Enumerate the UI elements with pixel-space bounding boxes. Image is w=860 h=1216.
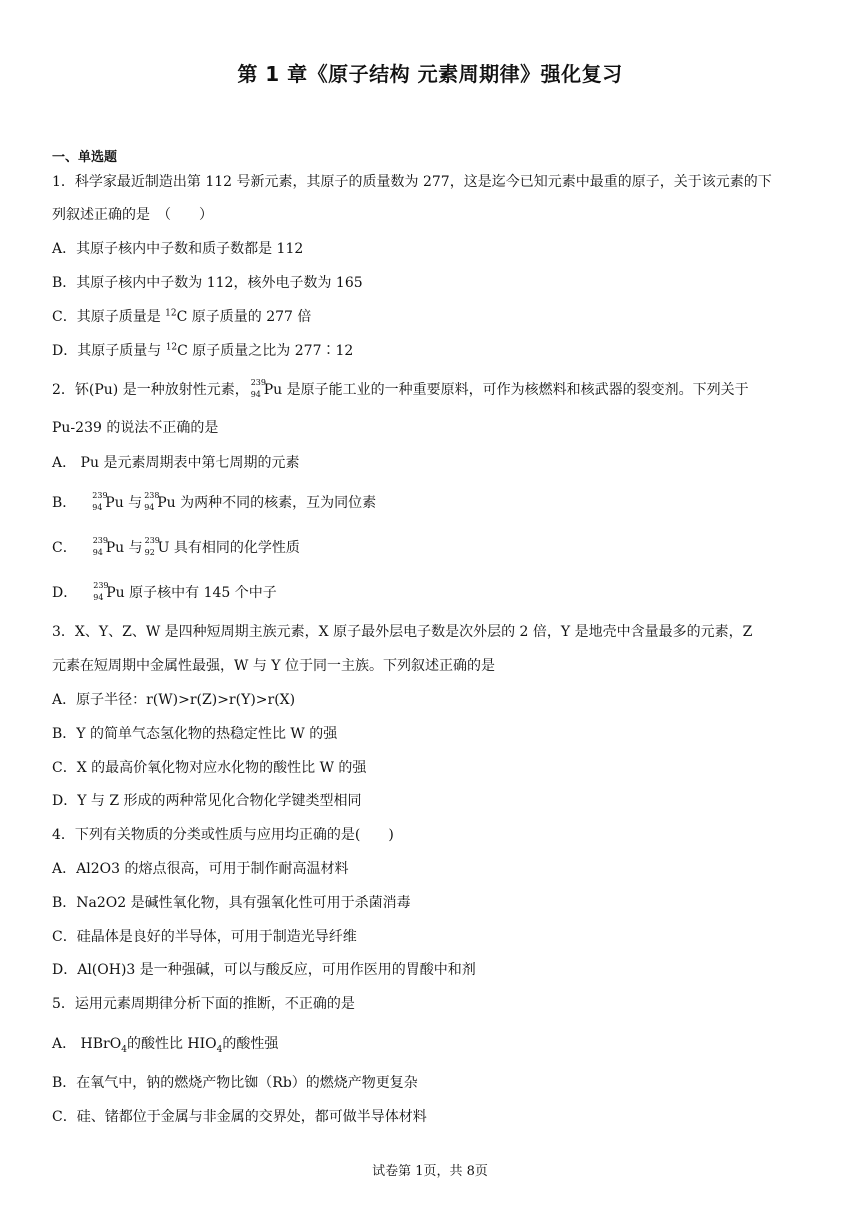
q1-option-c-text-2: C 原子质量的 277 倍: [176, 309, 312, 325]
mass-number: 239: [92, 491, 108, 500]
mass-number: 239: [93, 581, 109, 590]
section-heading: 一、单选题: [52, 150, 118, 165]
q1-option-c-superscript: 12: [165, 308, 177, 319]
atomic-number: 92: [144, 548, 155, 557]
atomic-number: 94: [144, 503, 155, 512]
q1-option-d-superscript: 12: [165, 342, 178, 353]
q3-stem-line-1: 3．X、Y、Z、W 是四种短周期主族元素，X 原子最外层电子数是次外层的 2 倍，Y 是地壳中含量最多的元素，Z: [52, 624, 753, 640]
isotope-notation: [249, 380, 264, 400]
mass-number: 239: [92, 536, 108, 545]
q1-stem-line-2: 列叙述正确的是 （ ）: [52, 207, 213, 223]
q1-option-c: [52, 307, 311, 327]
q4-option-b: B．Na2O2 是碱性氧化物，具有强氧化性可用于杀菌消毒: [52, 895, 411, 911]
q2-option-b-text-1: Pu 与: [105, 495, 143, 511]
isotope-notation: [90, 491, 108, 513]
q1-option-a: A．其原子核内中子数和质子数都是 112: [52, 241, 304, 257]
q4-option-d: D．Al(OH)3 是一种强碱，可以与酸反应，可用作医用的胃酸中和剂: [52, 962, 476, 978]
q2-option-a: A． Pu 是元素周期表中第七周期的元素: [52, 455, 300, 471]
atomic-number: 94: [92, 503, 103, 512]
q4-stem: 4．下列有关物质的分类或性质与应用均正确的是( ): [52, 827, 394, 843]
atomic-number: 94: [250, 390, 261, 399]
q3-option-a: A．原子半径：r(W)>r(Z)>r(Y)>r(X): [52, 692, 296, 708]
mass-number: 238: [144, 491, 160, 500]
q5-option-a-subscript-1: 4: [121, 1044, 127, 1055]
q3-stem-line-2: 元素在短周期中金属性最强，W 与 Y 位于同一主族。下列叙述正确的是: [52, 658, 495, 674]
mass-number: 239: [250, 378, 266, 387]
page-title: 第 1 章《原子结构 元素周期律》强化复习: [237, 62, 623, 86]
q2-option-c: [52, 538, 300, 558]
isotope-notation: [143, 538, 158, 558]
q2-option-c-label: C．: [52, 540, 77, 556]
q2-option-c-text-1: Pu 与: [105, 540, 143, 556]
q5-option-a: [52, 1034, 278, 1054]
q2-option-d-text: Pu 原子核中有 145 个中子: [106, 585, 277, 601]
q4-option-a: A．Al2O3 的熔点很高，可用于制作耐高温材料: [52, 861, 349, 877]
q5-option-a-text-1: A． HBrO: [52, 1036, 122, 1052]
mass-number: 239: [144, 536, 160, 545]
q5-option-a-text-2: 的酸性比 HIO: [126, 1036, 217, 1052]
q1-option-d-text-2: C 原子质量之比为 277∶12: [177, 343, 354, 359]
q5-option-a-subscript-2: 4: [216, 1044, 223, 1055]
q2-stem-text-1: 2．钚(Pu) 是一种放射性元素，: [52, 382, 249, 398]
page-footer: 试卷第 1页，共 8页: [372, 1164, 488, 1179]
atomic-number: 94: [92, 548, 103, 557]
q5-option-a-text-3: 的酸性强: [222, 1036, 279, 1052]
q1-option-d-text-1: D．其原子质量与: [52, 343, 166, 359]
q1-option-c-text-1: C．其原子质量是: [52, 309, 166, 325]
q2-stem-line-1: [52, 380, 749, 400]
q3-option-b: B．Y 的简单气态氢化物的热稳定性比 W 的强: [52, 726, 338, 742]
q2-stem-line-2: Pu-239 的说法不正确的是: [52, 420, 219, 436]
q2-stem-text-2: Pu 是原子能工业的一种重要原料，可作为核燃料和核武器的裂变剂。下列关于: [263, 382, 749, 398]
q3-option-d: D．Y 与 Z 形成的两种常见化合物化学键类型相同: [52, 793, 362, 809]
q2-option-b-text-2: Pu 为两种不同的核素，互为同位素: [157, 495, 377, 511]
q3-option-c: C．X 的最高价氧化物对应水化物的酸性比 W 的强: [52, 760, 367, 776]
q2-option-b: [52, 493, 376, 513]
atomic-number: 94: [93, 593, 104, 602]
isotope-notation: [91, 581, 109, 603]
q2-option-d-label: D．: [52, 585, 78, 601]
q2-option-d: [52, 583, 277, 603]
q4-option-c: C．硅晶体是良好的半导体，可用于制造光导纤维: [52, 929, 357, 945]
q2-option-b-label: B．: [52, 495, 77, 511]
q5-option-b: B．在氧气中，钠的燃烧产物比铷（Rb）的燃烧产物更复杂: [52, 1075, 418, 1091]
q2-option-c-text-2: U 具有相同的化学性质: [157, 540, 300, 556]
q5-option-c: C．硅、锗都位于金属与非金属的交界处，都可做半导体材料: [52, 1109, 427, 1125]
q1-option-d: [52, 341, 353, 361]
q5-stem: 5．运用元素周期律分析下面的推断，不正确的是: [52, 996, 355, 1012]
isotope-notation: [91, 538, 106, 558]
isotope-notation: [142, 491, 160, 513]
q1-option-b: B．其原子核内中子数为 112，核外电子数为 165: [52, 275, 363, 291]
q1-stem-line-1: 1．科学家最近制造出第 112 号新元素，其原子的质量数为 277，这是迄今已知元素中最重的原子，关于该元素的下: [52, 174, 772, 190]
